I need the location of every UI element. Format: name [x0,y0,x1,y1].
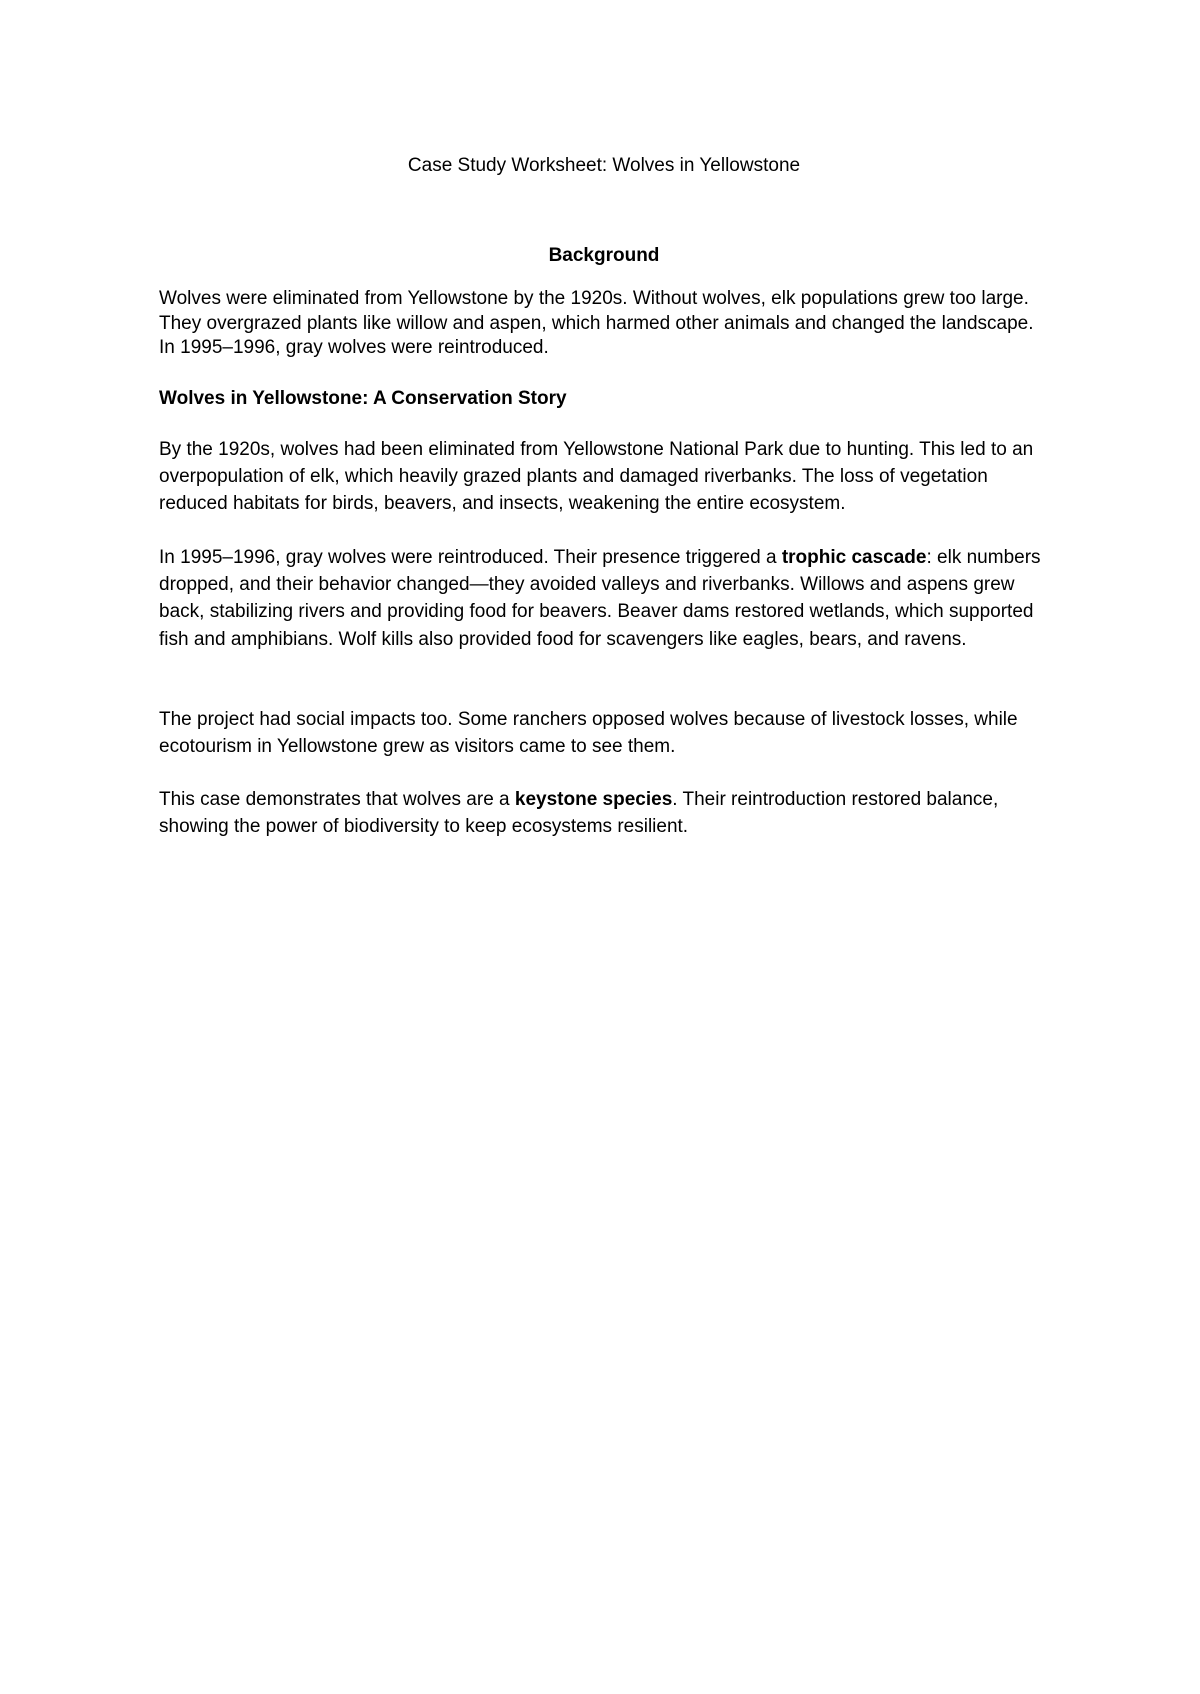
background-paragraph: Wolves were eliminated from Yellowstone by the 1920s. Without wolves, elk populations grew too large. They overgrazed plants like willow and aspen, which harmed other animals and changed the landscape. In 1995–1996, gray wolves were reintroduced. [159,288,1034,358]
story-paragraph-4 [159,786,1049,840]
paragraph-4-text-end: . Their reintroduction restored balance, showing the power of biodiversity to keep ecosystems resilient. [159,789,999,838]
background-heading: Background [548,245,660,266]
paragraph-2-text-end: : elk numbers dropped, and their behavior changed—they avoided valleys and riverbanks. Willows and aspens grew back, stabilizing rivers and providing food for beavers. Beaver dams restored wetlands, which supported fish and amphibians. Wolf kills also provided food for scavengers like eagles, bears, and ravens. [159,547,1041,650]
document-title: Case Study Worksheet: Wolves in Yellowstone [407,155,801,176]
keystone-species-term: keystone species [514,789,673,810]
paragraph-2-text-start: In 1995–1996, gray wolves were reintroduced. Their presence triggered a [159,547,782,568]
story-paragraph-3: The project had social impacts too. Some ranchers opposed wolves because of livestock losses, while ecotourism in Yellowstone grew as visitors came to see them. [159,709,1018,758]
trophic-cascade-term: trophic cascade [781,547,927,568]
paragraph-4-text-start: This case demonstrates that wolves are a [159,789,515,810]
story-paragraph-1: By the 1920s, wolves had been eliminated from Yellowstone National Park due to hunting. This led to an overpopulation of elk, which heavily grazed plants and damaged riverbanks. The loss of vegetation reduced habitats for birds, beavers, and insects, weakening the entire ecosystem. [159,439,1034,515]
story-heading: Wolves in Yellowstone: A Conservation Story [159,388,567,409]
story-paragraph-2 [159,544,1049,653]
